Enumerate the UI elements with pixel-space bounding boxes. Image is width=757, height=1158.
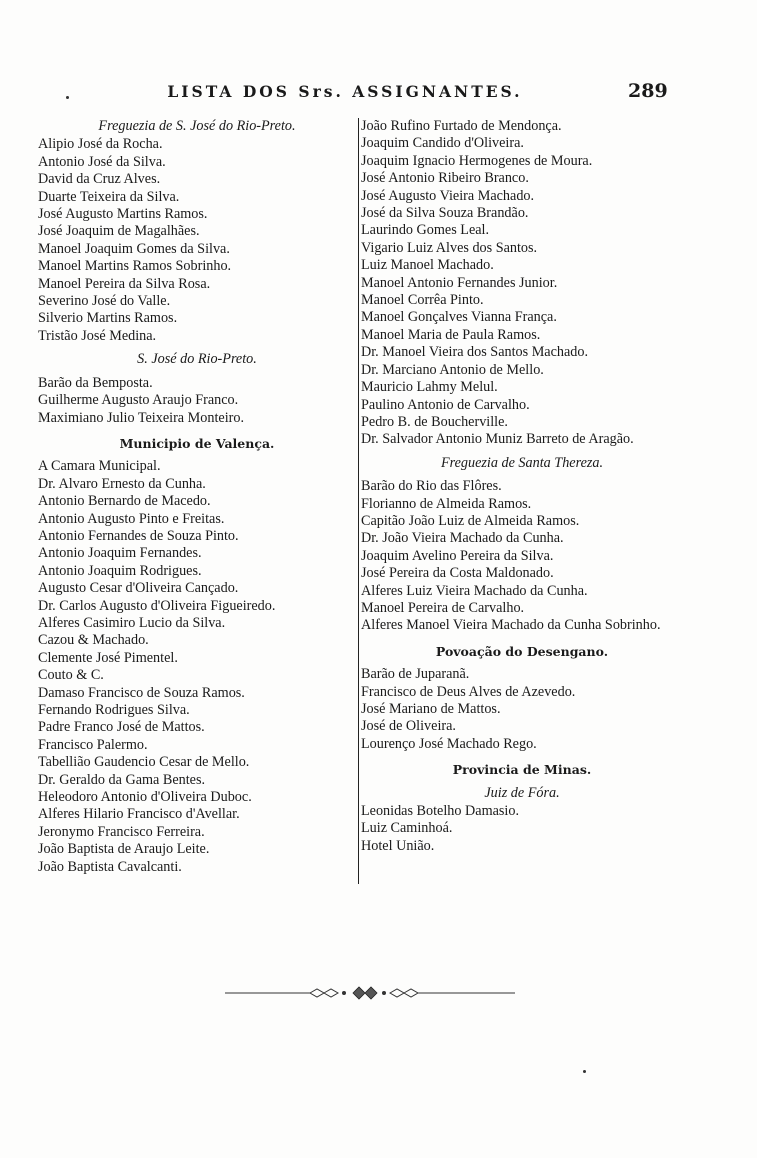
subscriber-entry: Manoel Gonçalves Vianna França. bbox=[361, 309, 557, 326]
subscriber-entry: Joaquim Candido d'Oliveira. bbox=[361, 135, 524, 152]
subscriber-entry: Dr. Salvador Antonio Muniz Barreto de Aragão. bbox=[361, 431, 634, 448]
subscriber-entry: Barão de Juparanã. bbox=[361, 666, 470, 683]
subscriber-entry: José Augusto Vieira Machado. bbox=[361, 187, 535, 204]
section-heading: S. José do Rio-Preto. bbox=[137, 351, 257, 368]
section-heading: Freguezia de S. José do Rio-Preto. bbox=[98, 118, 296, 134]
subscriber-entry: Manoel Pereira da Silva Rosa. bbox=[38, 275, 211, 292]
subscriber-entry: Jeronymo Francisco Ferreira. bbox=[38, 823, 205, 840]
section-heading: Municipio de Valença. bbox=[119, 435, 275, 451]
subscriber-entry: Manoel Joaquim Gomes da Silva. bbox=[38, 240, 230, 257]
page-number: 289 bbox=[628, 80, 668, 102]
subscriber-entry: Antonio Augusto Pinto e Freitas. bbox=[38, 510, 225, 527]
subscriber-entry: Duarte Teixeira da Silva. bbox=[38, 188, 180, 205]
subscriber-entry: Antonio José da Silva. bbox=[38, 153, 166, 170]
subscriber-entry: Mauricio Lahmy Melul. bbox=[361, 379, 498, 396]
subscriber-entry: Augusto Cesar d'Oliveira Cançado. bbox=[38, 580, 239, 597]
subscriber-entry: Tristão José Medina. bbox=[38, 327, 157, 344]
section-heading: Povoação do Desengano. bbox=[435, 643, 609, 659]
right-column bbox=[358, 118, 683, 884]
subscriber-entry: Damaso Francisco de Souza Ramos. bbox=[38, 684, 245, 701]
subscriber-entry: João Rufino Furtado de Mendonça. bbox=[361, 118, 562, 134]
subscriber-entry: Dr. Alvaro Ernesto da Cunha. bbox=[38, 475, 206, 492]
subscriber-entry: Vigario Luiz Alves dos Santos. bbox=[361, 239, 538, 256]
subscriber-entry: Francisco de Deus Alves de Azevedo. bbox=[361, 683, 576, 700]
ink-speck bbox=[66, 96, 69, 99]
decorative-rule-ornament-icon bbox=[225, 986, 515, 1000]
subscriber-entry: Silverio Martins Ramos. bbox=[38, 310, 178, 327]
subscriber-entry: João Baptista de Araujo Leite. bbox=[38, 841, 210, 858]
subscriber-entry: Manoel Pereira de Carvalho. bbox=[361, 599, 525, 616]
subscriber-entry: Tabellião Gaudencio Cesar de Mello. bbox=[38, 754, 250, 771]
subscriber-entry: José Joaquim de Magalhães. bbox=[38, 223, 200, 240]
subscriber-entry: Dr. João Vieira Machado da Cunha. bbox=[361, 530, 564, 547]
ink-speck bbox=[583, 1070, 586, 1073]
subscriber-entry: Lourenço José Machado Rego. bbox=[361, 735, 537, 752]
subscriber-entry: Barão do Rio das Flôres. bbox=[361, 478, 502, 495]
subscriber-entry: Laurindo Gomes Leal. bbox=[361, 222, 490, 239]
section-heading: Juiz de Fóra. bbox=[484, 784, 560, 801]
section-heading: Freguezia de Santa Thereza. bbox=[440, 454, 604, 471]
subscriber-entry: Antonio Joaquim Rodrigues. bbox=[38, 562, 202, 579]
subscriber-entry: Antonio Fernandes de Souza Pinto. bbox=[38, 527, 239, 544]
section-heading: Provincia de Minas. bbox=[452, 762, 592, 778]
subscriber-entry: Antonio Bernardo de Macedo. bbox=[38, 493, 211, 510]
subscriber-entry: A Camara Municipal. bbox=[38, 458, 161, 475]
subscriber-entry: Cazou & Machado. bbox=[38, 632, 149, 649]
subscriber-entry: José Pereira da Costa Maldonado. bbox=[361, 565, 554, 582]
subscriber-entry: Leonidas Botelho Damasio. bbox=[361, 803, 520, 820]
subscriber-entry: Heleodoro Antonio d'Oliveira Duboc. bbox=[38, 789, 252, 806]
subscriber-entry: Couto & C. bbox=[38, 667, 104, 684]
subscriber-entry: José da Silva Souza Brandão. bbox=[361, 205, 529, 222]
subscriber-entry: Manoel Corrêa Pinto. bbox=[361, 292, 484, 309]
subscriber-entry: Francisco Palermo. bbox=[38, 736, 148, 753]
subscriber-entry: Joaquim Avelino Pereira da Silva. bbox=[361, 547, 554, 564]
subscriber-entry: José Mariano de Mattos. bbox=[361, 701, 501, 717]
subscriber-entry: Dr. Geraldo da Gama Bentes. bbox=[38, 771, 206, 788]
subscriber-entry: Manoel Martins Ramos Sobrinho. bbox=[38, 258, 232, 275]
subscriber-entry: Florianno de Almeida Ramos. bbox=[361, 495, 532, 512]
subscriber-entry: Severino José do Valle. bbox=[38, 293, 171, 310]
subscriber-entry: Alipio José da Rocha. bbox=[38, 136, 163, 153]
subscriber-entry: Guilherme Augusto Araujo Franco. bbox=[38, 392, 239, 409]
subscriber-entry: João Baptista Cavalcanti. bbox=[38, 858, 182, 875]
subscriber-entry: Barão da Bemposta. bbox=[38, 374, 153, 391]
subscriber-entry: Dr. Marciano Antonio de Mello. bbox=[361, 361, 544, 378]
subscriber-entry: José Augusto Martins Ramos. bbox=[38, 206, 208, 223]
subscriber-entry: Alferes Manoel Vieira Machado da Cunha Sobrinho. bbox=[361, 617, 661, 634]
subscriber-entry: David da Cruz Alves. bbox=[38, 171, 161, 188]
subscriber-entry: Joaquim Ignacio Hermogenes de Moura. bbox=[361, 152, 593, 169]
page-header-title: LISTA DOS Srs. ASSIGNANTES. bbox=[167, 82, 523, 101]
subscriber-entry: Luiz Manoel Machado. bbox=[361, 257, 494, 274]
subscriber-entry: Dr. Carlos Augusto d'Oliveira Figueiredo. bbox=[38, 597, 276, 614]
subscriber-entry: Manoel Maria de Paula Ramos. bbox=[361, 326, 541, 343]
subscriber-entry: Pedro B. de Boucherville. bbox=[361, 413, 508, 430]
subscriber-entry: Maximiano Julio Teixeira Monteiro. bbox=[38, 409, 245, 426]
subscriber-entry: Alferes Hilario Francisco d'Avellar. bbox=[38, 806, 240, 823]
subscriber-entry: Manoel Antonio Fernandes Junior. bbox=[361, 274, 558, 291]
subscriber-entry: José Antonio Ribeiro Branco. bbox=[361, 170, 529, 187]
subscriber-entry: Alferes Luiz Vieira Machado da Cunha. bbox=[361, 582, 588, 599]
subscriber-entry: Antonio Joaquim Fernandes. bbox=[38, 545, 202, 562]
subscriber-entry: José de Oliveira. bbox=[361, 718, 456, 735]
subscriber-entry: Hotel União. bbox=[361, 837, 435, 854]
subscriber-entry: Luiz Caminhoá. bbox=[361, 820, 453, 837]
subscriber-entry: Paulino Antonio de Carvalho. bbox=[361, 396, 530, 413]
subscriber-entry: Padre Franco José de Mattos. bbox=[38, 719, 205, 736]
subscriber-entry: Alferes Casimiro Lucio da Silva. bbox=[38, 614, 226, 631]
left-column bbox=[38, 118, 356, 876]
subscriber-entry: Clemente José Pimentel. bbox=[38, 649, 178, 666]
subscriber-entry: Fernando Rodrigues Silva. bbox=[38, 702, 190, 718]
subscriber-entry: Dr. Manoel Vieira dos Santos Machado. bbox=[361, 344, 589, 361]
subscriber-entry: Capitão João Luiz de Almeida Ramos. bbox=[361, 512, 580, 529]
